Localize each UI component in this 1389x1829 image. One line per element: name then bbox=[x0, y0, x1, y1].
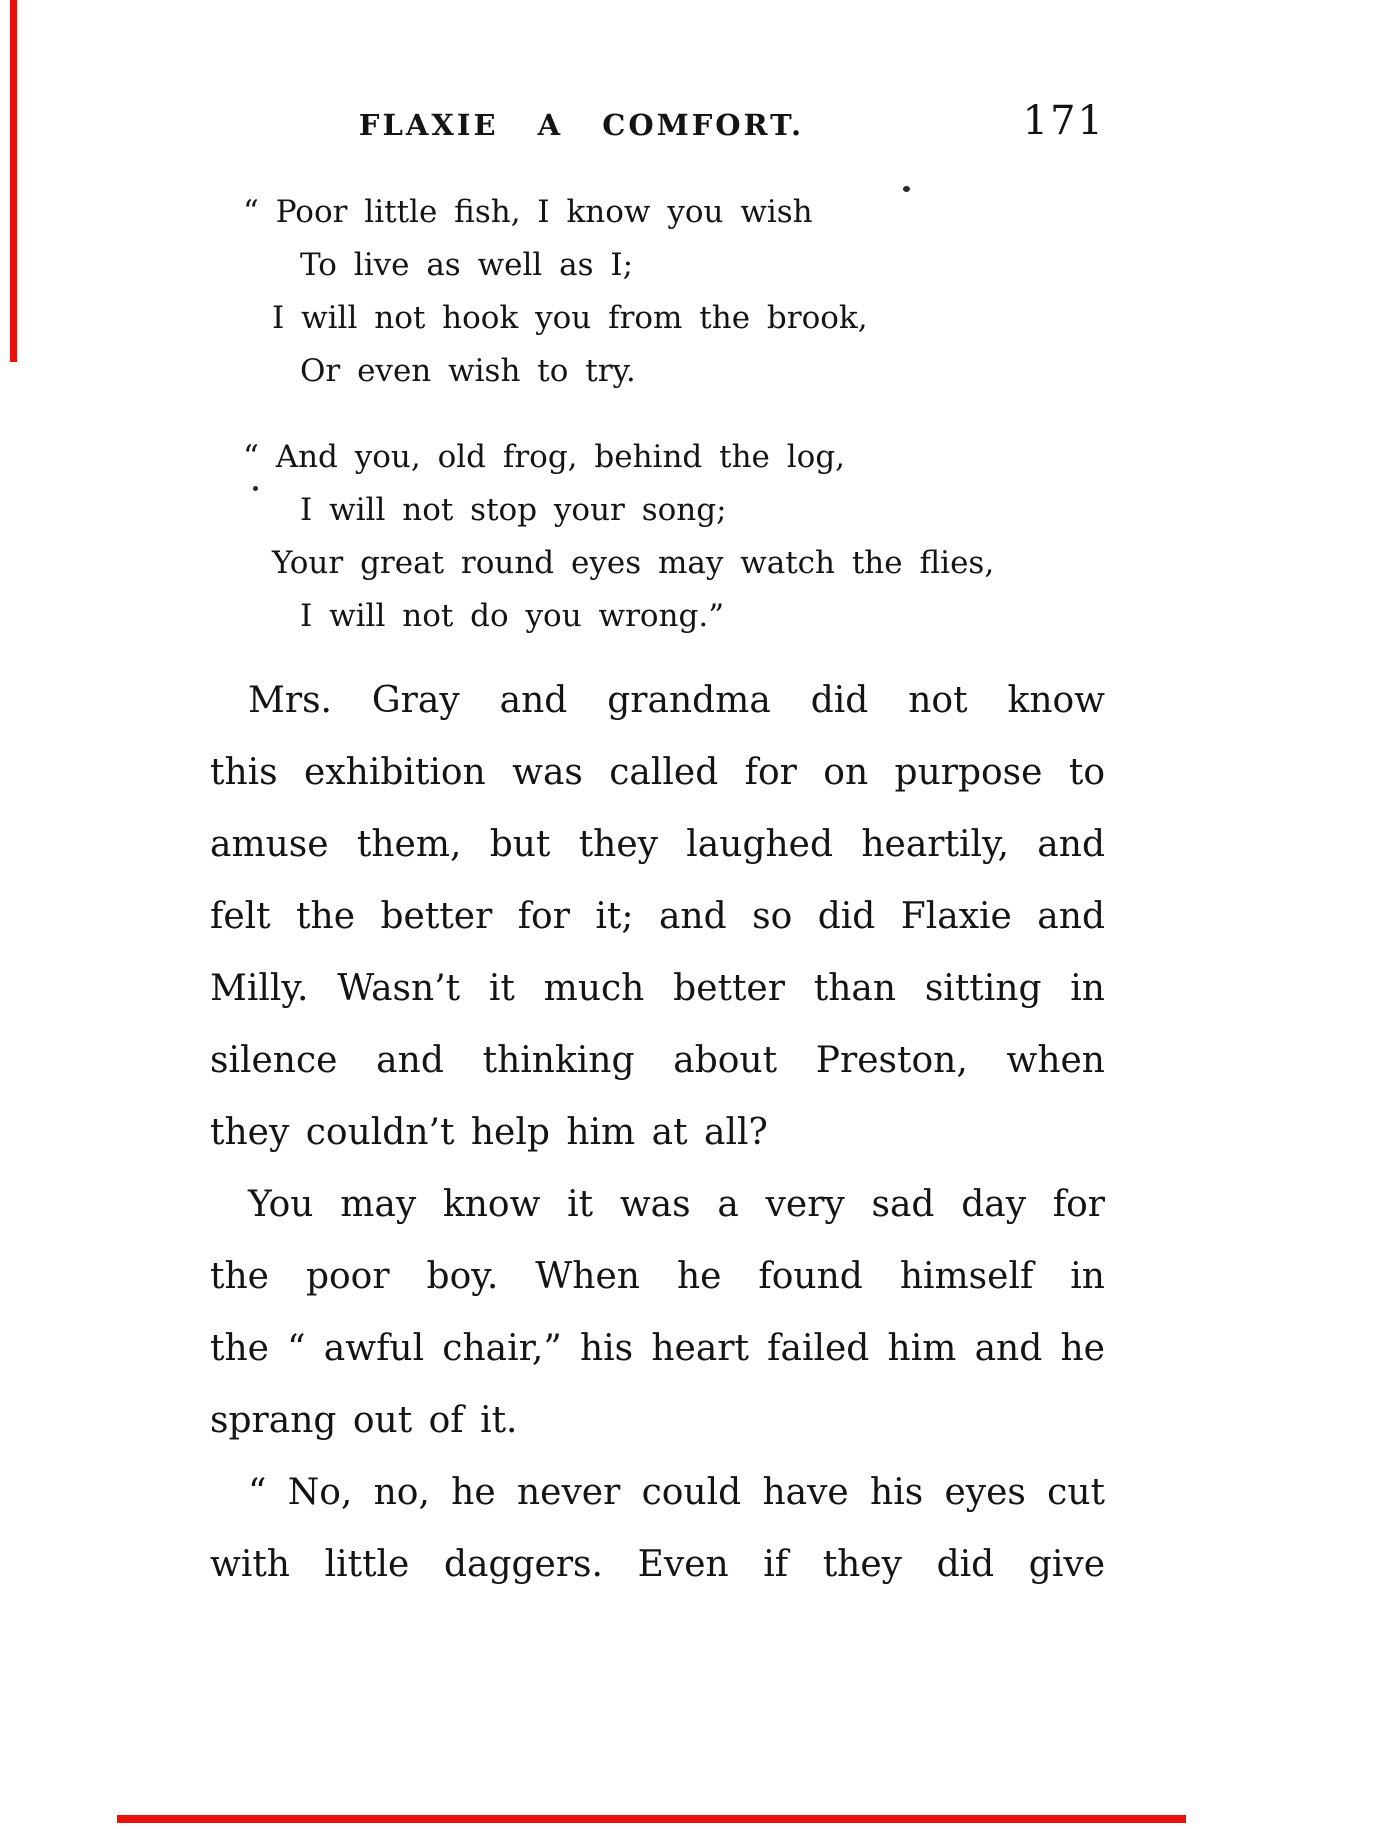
paragraph bbox=[210, 1457, 1105, 1601]
poem bbox=[210, 186, 1105, 643]
poem-line: Your great round eyes may watch the flies, bbox=[272, 545, 995, 581]
page-number: 171 bbox=[1022, 98, 1105, 144]
prose-line: Milly. Wasn’t it much better than sitting in bbox=[210, 968, 1105, 1009]
poem-line: Or even wish to try. bbox=[300, 353, 636, 389]
poem-line: “ Poor little fish, I know you wish bbox=[243, 194, 813, 230]
ink-spot bbox=[903, 186, 910, 192]
prose-line: “ No, no, he never could have his eyes cut bbox=[248, 1472, 1105, 1513]
paragraph bbox=[210, 665, 1105, 1169]
poem-stanza bbox=[210, 186, 1105, 398]
poem-line: I will not do you wrong.” bbox=[300, 598, 725, 634]
prose-line: with little daggers. Even if they did give bbox=[210, 1544, 1105, 1585]
prose-line: sprang out of it. bbox=[210, 1400, 518, 1441]
prose-line: felt the better for it; and so did Flaxie and bbox=[210, 896, 1105, 937]
prose-line: they couldn’t help him at all? bbox=[210, 1112, 768, 1153]
prose-line: silence and thinking about Preston, when bbox=[210, 1040, 1105, 1081]
prose-line: the “ awful chair,” his heart failed him and he bbox=[210, 1328, 1105, 1369]
prose-line: You may know it was a very sad day for bbox=[248, 1184, 1105, 1225]
running-header bbox=[210, 98, 1105, 148]
paragraph bbox=[210, 1169, 1105, 1457]
scan-red-margin-line bbox=[10, 0, 17, 362]
poem-stanza bbox=[210, 431, 1105, 643]
poem-line: To live as well as I; bbox=[300, 247, 634, 283]
prose bbox=[210, 665, 1105, 1601]
poem-line: I will not hook you from the brook, bbox=[272, 300, 868, 336]
page-title: FLAXIE A COMFORT. bbox=[358, 108, 805, 142]
prose-line: this exhibition was called for on purpose to bbox=[210, 752, 1105, 793]
poem-line: I will not stop your song; bbox=[300, 492, 727, 528]
poem-line: “ And you, old frog, behind the log, bbox=[243, 439, 846, 475]
scan-red-bottom-line bbox=[117, 1815, 1186, 1823]
prose-line: the poor boy. When he found himself in bbox=[210, 1256, 1105, 1297]
ink-spot bbox=[253, 486, 258, 491]
prose-line: Mrs. Gray and grandma did not know bbox=[248, 680, 1105, 721]
prose-line: amuse them, but they laughed heartily, and bbox=[210, 824, 1105, 865]
